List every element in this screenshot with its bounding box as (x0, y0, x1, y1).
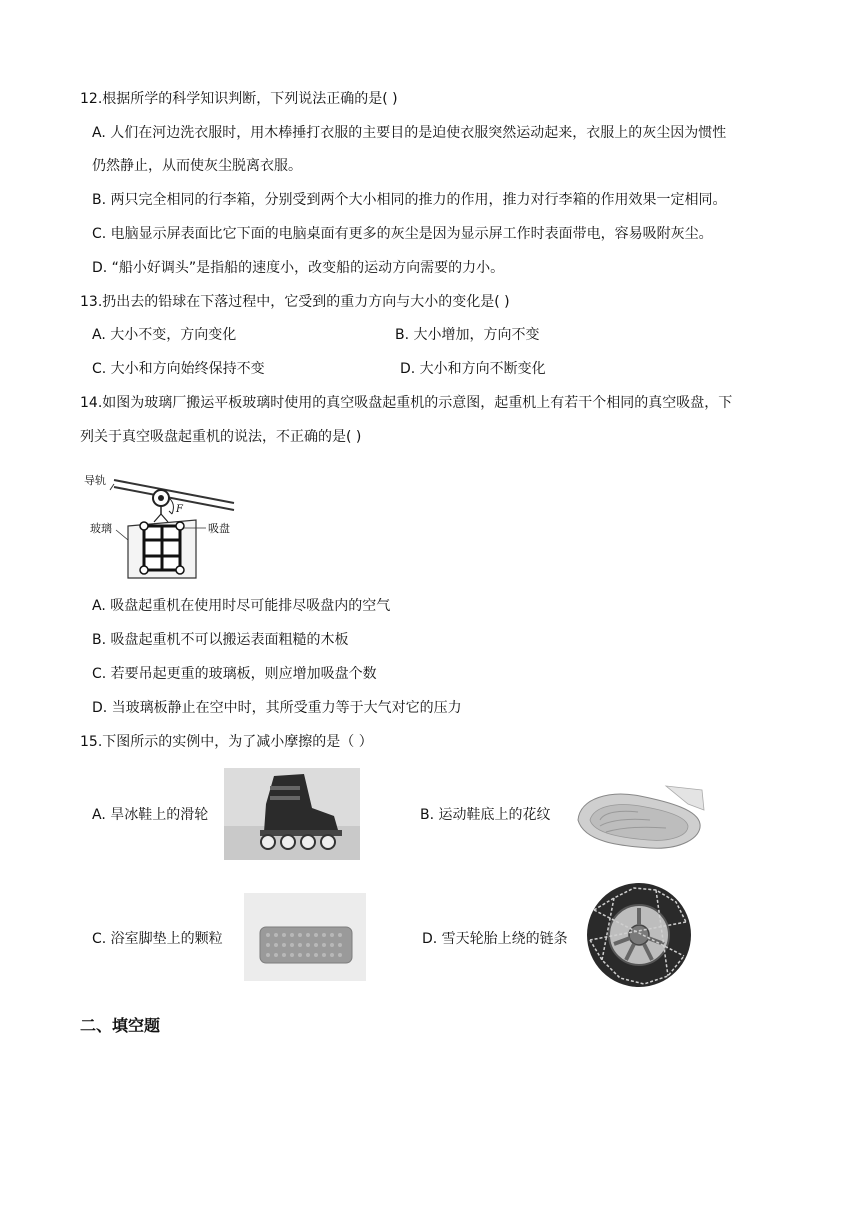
q14-stem-line2: 列关于真空吸盘起重机的说法，不正确的是( ) (80, 429, 362, 445)
q14-option-b: B. 吸盘起重机不可以搬运表面粗糙的木板 (92, 632, 349, 648)
q15-option-b: B. 运动鞋底上的花纹 (420, 807, 551, 823)
q12-stem: 12.根据所学的科学知识判断，下列说法正确的是( ) (80, 91, 398, 107)
rail-label: 导轨 (84, 474, 106, 487)
glass-label: 玻璃 (90, 522, 112, 535)
q12-option-d: D. “船小好调头”是指船的速度小，改变船的运动方向需要的力小。 (92, 260, 505, 276)
q13-option-b: B. 大小增加，方向不变 (395, 327, 540, 343)
q14-stem-line1: 14.如图为玻璃厂搬运平板玻璃时使用的真空吸盘起重机的示意图，起重机上有若干个相同的真空吸盘，下 (80, 395, 733, 411)
roller-skate-photo (224, 768, 360, 860)
crane-diagram (84, 470, 244, 585)
q14-option-d: D. 当玻璃板静止在空中时，其所受重力等于大气对它的压力 (92, 700, 462, 716)
q13-stem: 13.扔出去的铅球在下落过程中，它受到的重力方向与大小的变化是( ) (80, 294, 510, 310)
q15-option-c: C. 浴室脚垫上的颗粒 (92, 931, 223, 947)
tire-chain-photo (584, 880, 694, 990)
q15-option-a: A. 旱冰鞋上的滑轮 (92, 807, 209, 823)
q14-option-a: A. 吸盘起重机在使用时尽可能排尽吸盘内的空气 (92, 598, 391, 614)
q12-option-a-line2: 仍然静止，从而使灰尘脱离衣服。 (92, 158, 302, 174)
cup-label: 吸盘 (208, 522, 230, 535)
q12-option-c: C. 电脑显示屏表面比它下面的电脑桌面有更多的灰尘是因为显示屏工作时表面带电，容易吸附灰尘。 (92, 226, 713, 242)
q13-option-d: D. 大小和方向不断变化 (400, 361, 546, 377)
q13-option-c: C. 大小和方向始终保持不变 (92, 361, 265, 377)
force-label: F (176, 504, 183, 515)
bath-mat-photo (244, 893, 366, 981)
q12-option-a-line1: A. 人们在河边洗衣服时，用木棒捶打衣服的主要目的是迫使衣服突然运动起来，衣服上的灰尘因为惯性 (92, 125, 727, 141)
q15-stem: 15.下图所示的实例中，为了减小摩擦的是（ ） (80, 734, 373, 750)
q15-option-d: D. 雪天轮胎上绕的链条 (422, 931, 568, 947)
q12-option-b: B. 两只完全相同的行李箱，分别受到两个大小相同的推力的作用，推力对行李箱的作用效果一定相同。 (92, 192, 727, 208)
section-heading-fill-in: 二、填空题 (80, 1016, 161, 1035)
q14-option-c: C. 若要吊起更重的玻璃板，则应增加吸盘个数 (92, 666, 377, 682)
q13-option-a: A. 大小不变，方向变化 (92, 327, 237, 343)
shoe-sole-photo (570, 780, 706, 856)
